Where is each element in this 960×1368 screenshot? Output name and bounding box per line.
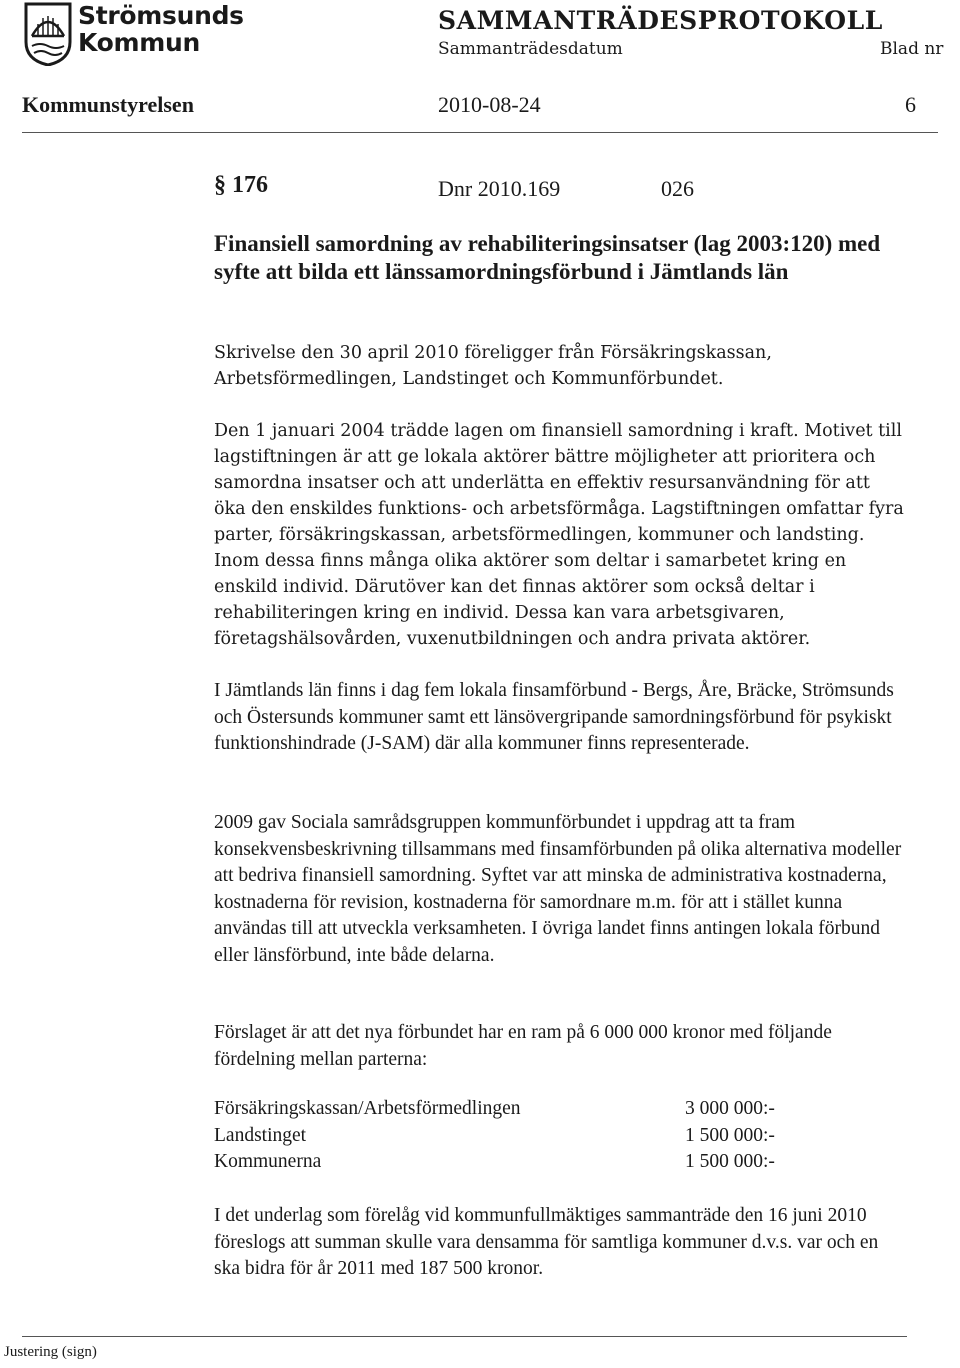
allocation-party: Kommunerna [214, 1151, 322, 1172]
section-heading: Finansiell samordning av rehabiliteringsinsatser (lag 2003:120) med syfte att bilda ett länssamordningsförbund i Jämtlands län [214, 231, 881, 284]
municipality-logo [22, 1, 244, 70]
meeting-date: 2010-08-24 [438, 92, 541, 117]
logo-line-2: Kommun [78, 28, 201, 57]
table-row [214, 1151, 814, 1178]
page-number: 6 [905, 92, 916, 117]
paragraph-law-motive: Motivet till lagstiftningen är att ge lokala aktörer bättre möjligheter att prioritera och samordna insatser och att underlätta en effektiv resursanvändning för att öka den enskildes funktions- och arbetsförmåga. Lagstiftningen omfattar fyra parter, försäkringskassan, arbetsförmedlingen, kommuner och landsting. Inom dessa finns många olika aktörer som deltar i samarbetet kring en enskild individ. Därutöver kan det finnas aktörer som också deltar i rehabiliteringen kring en individ. Dessa kan vara arbetsgivaren, företagshälsovården, vuxenutbildningen och andra privata aktörer. [214, 421, 904, 649]
section-number-value: 176 [232, 172, 268, 198]
signature-label: Justering (sign) [4, 1344, 97, 1360]
header-divider [22, 132, 938, 133]
allocation-amount: 1 500 000:- [685, 1124, 775, 1146]
document-title: SAMMANTRÄDESPROTOKOLL [438, 6, 883, 35]
section-symbol: § [214, 172, 226, 198]
table-row [214, 1098, 814, 1125]
section-number [214, 172, 268, 199]
paragraph-previous-decision: I det underlag som förelåg vid kommunfullmäktiges sammanträde den 16 juni 2010 föreslogs att summan skulle vara densamma för samtliga kommuner d.v.s. var och en ska bidra för år 2011 med 187 500 kronor. [214, 1205, 879, 1279]
footer-divider [22, 1336, 907, 1337]
allocation-party: Landstinget [214, 1124, 307, 1146]
page-label: Blad nr [880, 39, 944, 59]
paragraph-law-intro: Den 1 januari 2004 trädde lagen om finansiell samordning i kraft. [214, 421, 799, 441]
paragraph-law-background [214, 418, 904, 652]
meeting-date-label: Sammanträdesdatum [438, 39, 623, 59]
logo-line-1: Strömsunds [78, 1, 244, 30]
paragraph-current-situation: I Jämtlands län finns i dag fem lokala finsamförbund - Bergs, Åre, Bräcke, Strömsunds och Östersunds kommuner samt ett länsövergripande samordningsförbund för psykiskt funktionshindrade (J-SAM) där alla kommuner finns representerade. [214, 680, 894, 754]
paragraph-assignment: 2009 gav Sociala samrådsgruppen kommunförbundet i uppdrag att ta fram konsekvensbeskrivning tillsammans med finsamförbunden på olika alternativa modeller att bedriva finansiell samordning. Syftet var att minska de administrativa kostnaderna, kostnaderna för revision, kostnaderna för samordnare m.m. för att i stället kunna användas till att utveckla verksamheten. I övriga landet finns antingen lokala förbund eller länsförbund, inte både delarna. [214, 812, 902, 966]
committee-name: Kommunstyrelsen [22, 92, 194, 117]
table-row [214, 1125, 814, 1152]
allocation-amount: 3 000 000:- [685, 1098, 775, 1119]
diary-number: Dnr 2010.169 [438, 176, 561, 201]
paragraph-proposal: Förslaget är att det nya förbundet har en ram på 6 000 000 kronor med följande fördelning mellan parterna: [214, 1022, 832, 1070]
allocation-party: Försäkringskassan/Arbetsförmedlingen [214, 1098, 521, 1119]
allocation-amount: 1 500 000:- [685, 1151, 775, 1172]
logo-wordmark [78, 2, 244, 56]
allocation-table [214, 1098, 814, 1178]
diary-code: 026 [661, 176, 694, 201]
paragraph-submission: Skrivelse den 30 april 2010 föreligger från Försäkringskassan, Arbetsförmedlingen, Landstinget och Kommunförbundet. [214, 343, 772, 389]
bridge-emblem-icon [22, 2, 74, 66]
